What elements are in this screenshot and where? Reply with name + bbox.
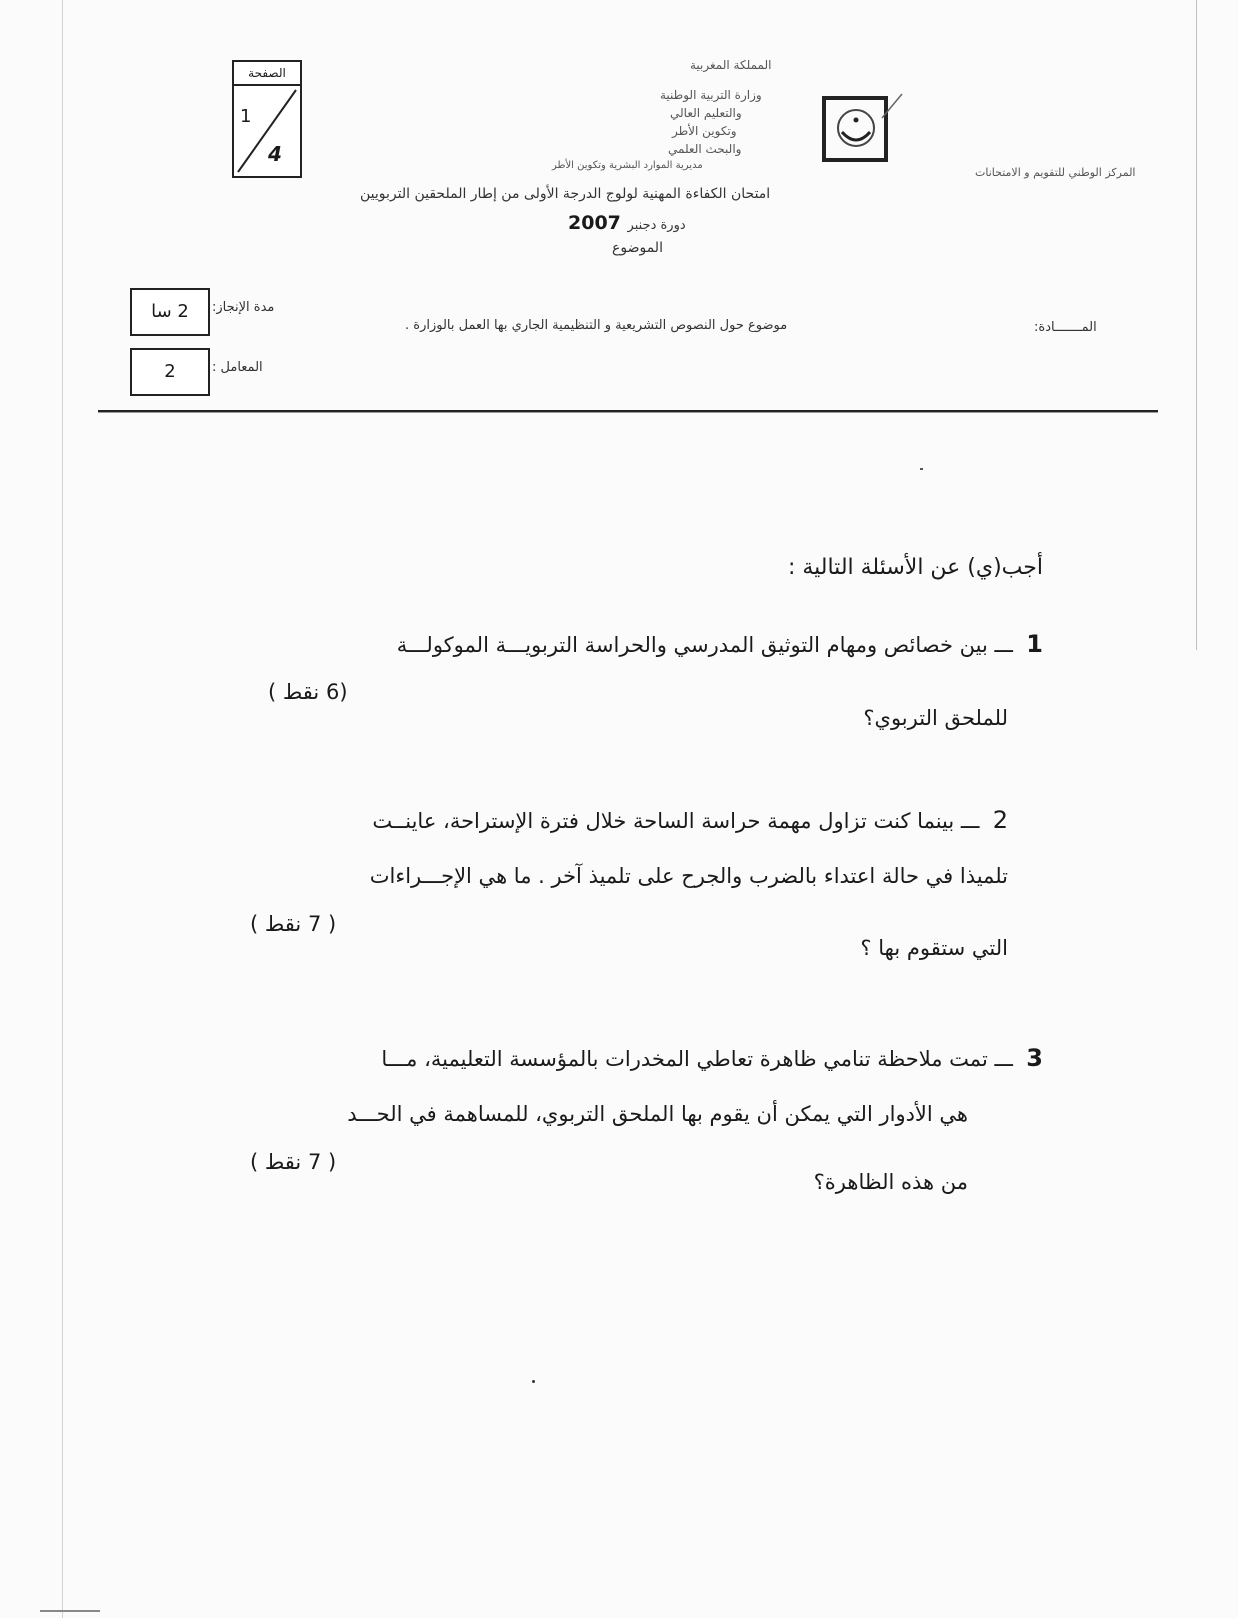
question-2-points: ( 7 نقط ) [250,912,337,936]
instruction-text: أجب(ي) عن الأسئلة التالية : [787,555,1043,580]
question-3-line-2: هي الأدوار التي يمكن أن يقوم بها الملحق التربوي، للمساهمة في الحـــد [347,1102,968,1126]
ministry-line-3: وتكوين الأطر [672,124,737,138]
subject-label: المـــــــادة: [1034,320,1097,335]
header-divider-shadow [98,412,1158,413]
duration-label: مدة الإنجاز: [212,300,275,315]
coefficient-box: 2 [130,348,210,396]
scan-corner-mark [40,1610,100,1612]
page-fraction-slash [234,86,300,176]
question-3-line-3: من هذه الظاهرة؟ [813,1170,968,1194]
question-2-line-1 [372,806,1008,834]
page-number-box [232,60,302,178]
question-2-number: 2 [992,806,1008,834]
ministry-line-4: والبحث العلمي [668,142,742,156]
exam-title: امتحان الكفاءة المهنية لولوج الدرجة الأولى من إطار الملحقين التربويين [360,186,771,202]
page-number: 1 [240,106,252,127]
page-label: الصفحة [234,62,300,86]
scan-speck [920,468,923,470]
kingdom-label: المملكة المغربية [690,58,772,72]
question-2-text-1: ـــ بينما كنت تزاول مهمة حراسة الساحة خلال فترة الإستراحة، عاينــت [372,809,980,833]
duration-box: 2 سا [130,288,210,336]
scan-speck [532,1380,535,1383]
question-1-number: 1 [1026,630,1043,658]
question-1-line-1 [397,630,1043,658]
scan-edge-right [1196,0,1197,650]
session-label: دورة دجنبر [627,218,686,233]
subject-value: موضوع حول النصوص التشريعية و التنظيمية الجاري بها العمل بالوزارة . [405,318,788,333]
ministry-logo [820,92,906,164]
evaluation-center-label: المركز الوطني للتقويم و الامتحانات [975,166,1136,179]
ministry-line-2: والتعليم العالي [670,106,742,120]
exam-year: 2007 [568,212,621,234]
question-3-line-1 [381,1044,1043,1072]
page-total: 4 [268,142,282,166]
scan-edge-left [62,0,63,1618]
question-2-line-2: تلميذا في حالة اعتداء بالضرب والجرح على تلميذ آخر . ما هي الإجـــراءات [369,864,1008,888]
question-1-points: (6 نقط ) [268,680,348,704]
question-3-points: ( 7 نقط ) [250,1150,337,1174]
question-1-line-2: للملحق التربوي؟ [863,706,1008,730]
question-2-line-3: التي ستقوم بها ؟ [860,936,1008,960]
ministry-line-1: وزارة التربية الوطنية [660,88,762,102]
coefficient-label: المعامل : [212,360,263,375]
question-1-text-1: ـــ بين خصائص ومهام التوثيق المدرسي والحراسة التربويـــة الموكولـــة [396,633,1013,657]
subject-heading: الموضوع [612,240,663,256]
question-3-text-1: ـــ تمت ملاحظة تنامي ظاهرة تعاطي المخدرات بالمؤسسة التعليمية، مـــا [381,1047,1013,1071]
ministry-line-5: مديرية الموارد البشرية وتكوين الأطر [552,160,703,171]
exam-session [568,212,686,234]
question-3-number: 3 [1026,1044,1043,1072]
